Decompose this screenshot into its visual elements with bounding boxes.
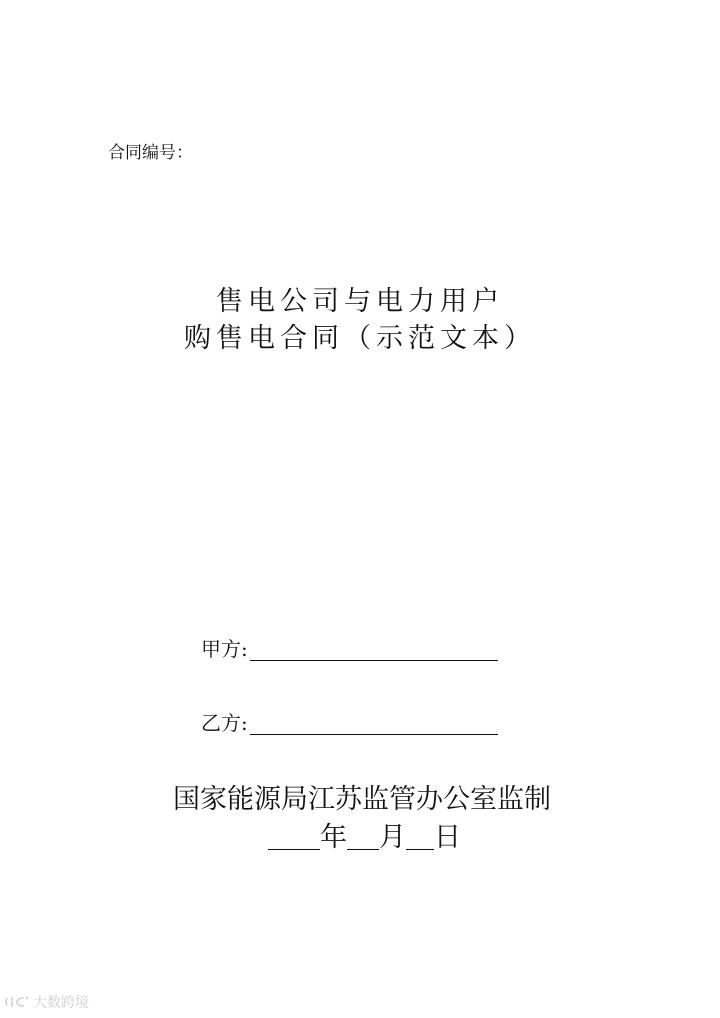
watermark-text: 大数跨境 <box>33 995 89 1011</box>
contract-number-label: 合同编号： <box>108 143 193 163</box>
party-b-row <box>201 707 498 736</box>
party-b-label: 乙方: <box>201 711 248 735</box>
party-a-blank-line <box>250 659 498 661</box>
watermark-logo-icon <box>4 995 30 1009</box>
year-label: 年 <box>320 822 347 853</box>
party-a-row <box>201 633 498 662</box>
month-blank-line <box>347 848 379 850</box>
date-line <box>268 815 461 854</box>
month-label: 月 <box>379 822 406 853</box>
party-b-blank-line <box>250 733 498 735</box>
year-blank-line <box>268 848 320 850</box>
title-line-2: 购售电合同（示范文本） <box>184 323 536 354</box>
party-a-label: 甲方: <box>201 637 248 661</box>
watermark <box>4 992 89 1012</box>
day-blank-line <box>406 848 434 850</box>
supervisor-text: 国家能源局江苏监管办公室监制 <box>173 784 551 815</box>
title-line-1: 售电公司与电力用户 <box>216 286 504 317</box>
day-label: 日 <box>434 822 461 853</box>
